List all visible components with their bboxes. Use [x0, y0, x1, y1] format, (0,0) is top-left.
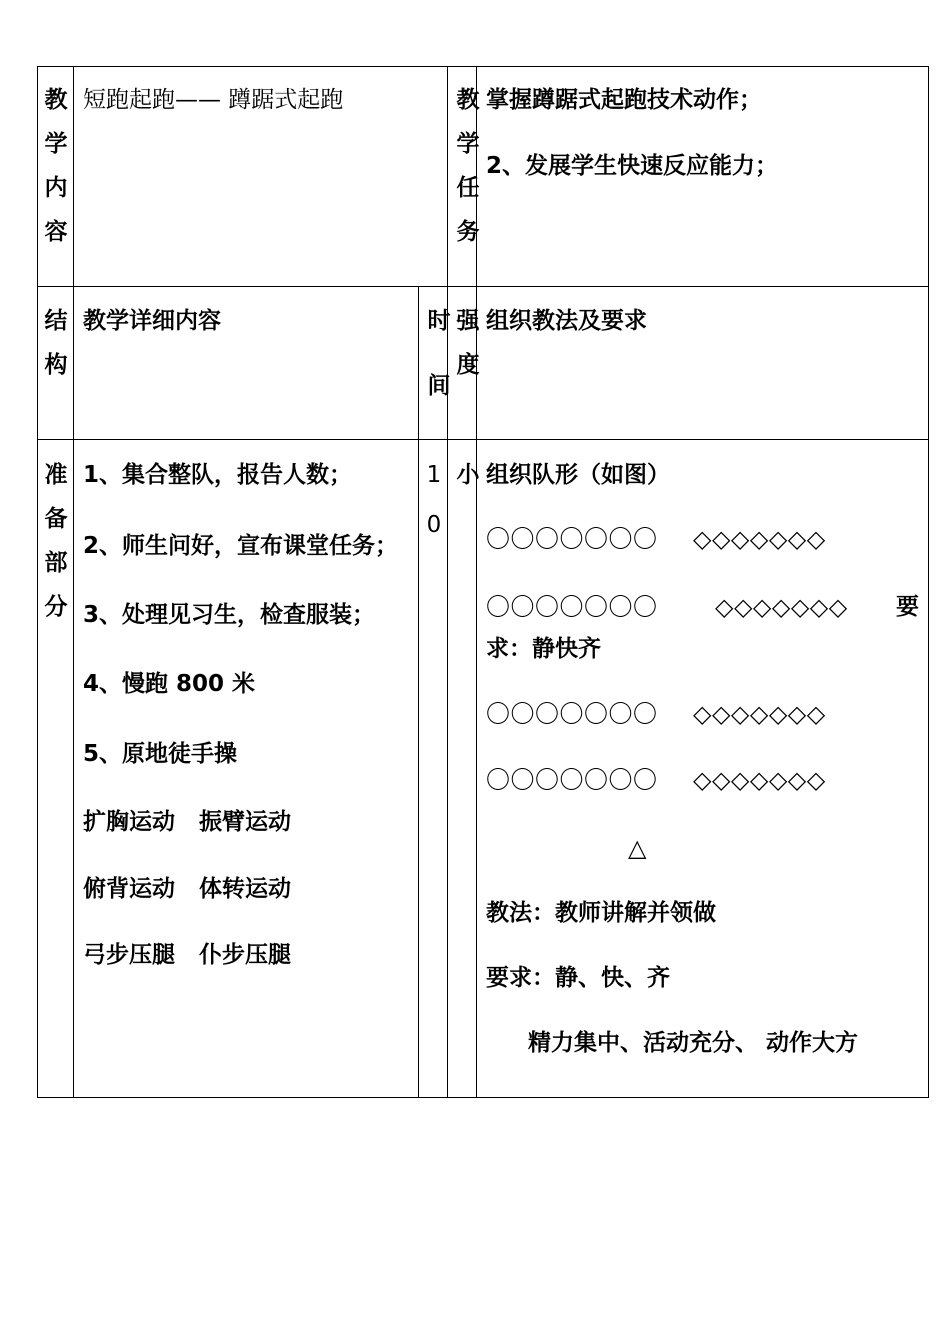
prep-label-char: 准: [44, 462, 68, 488]
task-item: 掌握蹲踞式起跑技术动作；: [486, 87, 762, 113]
row1-bottom-border: [37, 286, 929, 287]
row1-label-char: 容: [44, 219, 68, 245]
diamond-row: ◇◇◇◇◇◇◇: [693, 525, 826, 553]
intensity-header-char: 强: [456, 308, 480, 334]
teacher-triangle: △: [628, 834, 647, 862]
prep-intensity: 小: [456, 462, 480, 488]
header-bottom-border: [37, 439, 929, 440]
diamond-row: ◇◇◇◇◇◇◇: [715, 593, 848, 621]
circle-row: 〇〇〇〇〇〇〇: [486, 525, 658, 553]
prep-item: 扩胸运动 振臂运动: [83, 809, 292, 835]
diamond-row: ◇◇◇◇◇◇◇: [693, 700, 826, 728]
prep-item: 5、原地徒手操: [83, 741, 238, 767]
org-header: 组织教法及要求: [486, 308, 647, 334]
prep-item: 2、师生问好，宣布课堂任务；: [83, 533, 399, 559]
table-top-border: [37, 66, 929, 67]
time-header-char: 间: [427, 373, 451, 399]
row1-label-char: 教: [44, 87, 68, 113]
prep-item: 弓步压腿 仆步压腿: [83, 942, 292, 968]
intensity-header-char: 度: [456, 352, 480, 378]
table-right-border: [928, 66, 929, 1098]
row1-label-char: 学: [44, 131, 68, 157]
prep-item: 3、处理见习生，检查服装；: [83, 602, 376, 628]
table-left-border: [37, 66, 38, 1098]
prep-item: 1、集合整队，报告人数；: [83, 462, 353, 488]
row1-label-char: 内: [44, 175, 68, 201]
inline-requirement: 要: [896, 594, 919, 620]
diamond-row: ◇◇◇◇◇◇◇: [693, 766, 826, 794]
label-column-divider: [73, 66, 74, 1098]
teaching-content: 短跑起跑—— 蹲踞式起跑: [83, 87, 344, 113]
teaching-method: 教法：教师讲解并领做: [486, 900, 716, 926]
time-header-char: 时: [427, 308, 451, 334]
task-label-char: 任: [456, 175, 480, 201]
task-label-char: 教: [456, 87, 480, 113]
formation-title: 组织队形（如图）: [486, 462, 670, 488]
prep-label-char: 分: [44, 594, 68, 620]
table-bottom-border: [37, 1097, 929, 1098]
details-time-divider: [418, 286, 419, 1098]
circle-row: 〇〇〇〇〇〇〇: [486, 593, 658, 621]
circle-row: 〇〇〇〇〇〇〇: [486, 700, 658, 728]
requirement-cont: 求：静快齐: [486, 636, 601, 662]
structure-label-char: 构: [44, 352, 68, 378]
requirement-detail: 精力集中、活动充分、 动作大方: [528, 1030, 859, 1056]
prep-label-char: 备: [44, 506, 68, 532]
prep-item: 4、慢跑 800 米: [83, 671, 256, 697]
details-header: 教学详细内容: [83, 308, 221, 334]
requirement: 要求：静、快、齐: [486, 965, 670, 991]
prep-time-digit: 1: [426, 462, 442, 488]
circle-row: 〇〇〇〇〇〇〇: [486, 766, 658, 794]
task-item: 2、发展学生快速反应能力；: [486, 153, 779, 179]
task-label-char: 学: [456, 131, 480, 157]
task-label-char: 务: [456, 219, 480, 245]
structure-label-char: 结: [44, 308, 68, 334]
content-task-divider: [447, 66, 448, 1098]
prep-label-char: 部: [44, 550, 68, 576]
prep-time-digit: 0: [426, 512, 442, 538]
prep-item: 俯背运动 体转运动: [83, 876, 292, 902]
